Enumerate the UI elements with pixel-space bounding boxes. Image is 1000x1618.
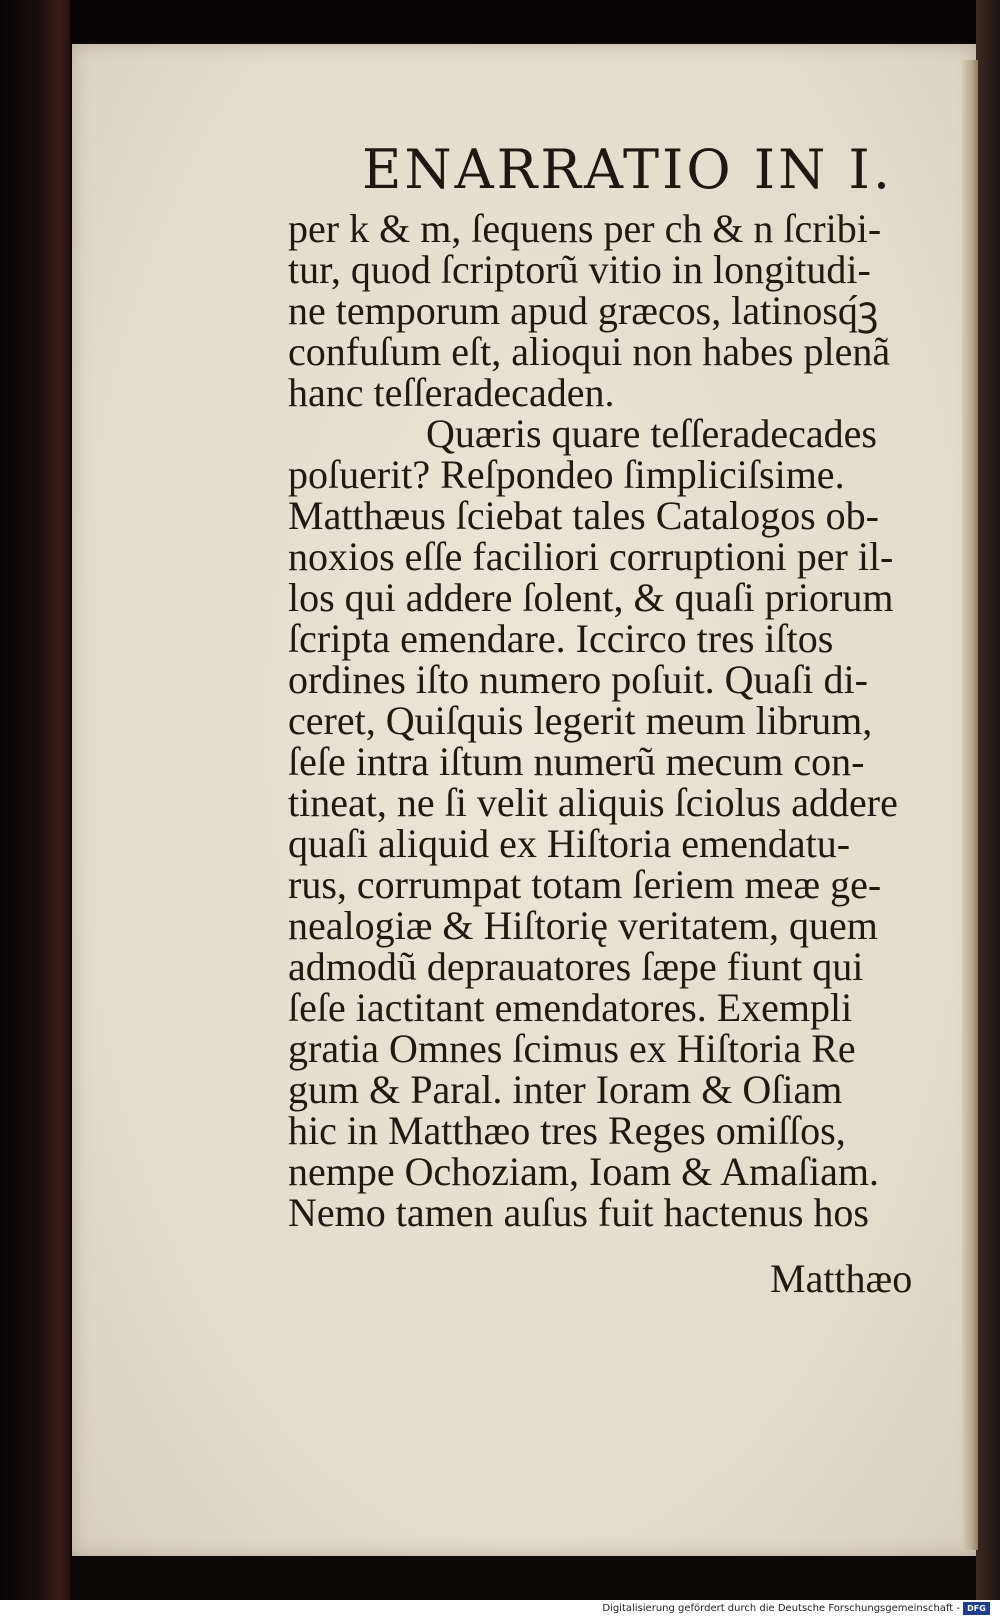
text-line: quaſi aliquid ex Hiſtoria emendatu-: [288, 821, 851, 866]
text-line: ſeſe intra iſtum numerũ mecum con-: [288, 739, 865, 784]
scan-left-binding: [0, 0, 70, 1600]
catchword: Matthæo: [770, 1256, 913, 1301]
text-line: los qui addere ſolent, & quaſi priorum: [288, 575, 894, 620]
text-line: Nemo tamen auſus fuit hactenus hos: [288, 1190, 869, 1235]
text-line: ſcripta emendare. Iccirco tres iſtos: [288, 616, 834, 661]
footer-bar: [0, 1600, 1000, 1618]
text-line: ordines iſto numero poſuit. Quaſi di-: [288, 657, 868, 702]
text-line: nealogiæ & Hiſtorię veritatem, quem: [288, 903, 878, 948]
scan-right-border: [976, 0, 1000, 1600]
text-line: tur, quod ſcriptorũ vitio in longitudi-: [288, 247, 871, 292]
text-line: ceret, Quiſquis legerit meum librum,: [288, 698, 873, 743]
text-line: per k & m, ſequens per ch & n ſcribi-: [288, 206, 882, 251]
text-line: ſeſe iactitant emendatores. Exempli: [288, 985, 853, 1030]
text-line: Quæris quare teſſeradecades: [426, 411, 877, 456]
text-line: gum & Paral. inter Ioram & Oſiam: [288, 1067, 843, 1112]
text-line: nempe Ochoziam, Ioam & Amaſiam.: [288, 1149, 879, 1194]
running-header: ENARRATIO IN I.: [362, 138, 894, 201]
text-line: confuſum eſt, alioqui non habes plenã: [288, 329, 891, 374]
text-line: hic in Matthæo tres Reges omiſſos,: [288, 1108, 846, 1153]
footer-credit: Digitalisierung gefördert durch die Deutsche Forschungsgemeinschaft -: [602, 1603, 960, 1614]
text-line: noxios eſſe faciliori corruptioni per il-: [288, 534, 894, 579]
text-line: tineat, ne ſi velit aliquis ſciolus addere: [288, 780, 898, 825]
text-line: gratia Omnes ſcimus ex Hiſtoria Re: [288, 1026, 856, 1071]
text-line: rus, corrumpat totam ſeriem meæ ge-: [288, 862, 882, 907]
scan-top-border: [0, 0, 1000, 42]
page-edge: [962, 60, 978, 1550]
text-line: ne temporum apud græcos, latinosq́ꝫ: [288, 288, 879, 333]
text-line: admodũ deprauatores ſæpe fiunt qui: [288, 944, 864, 989]
page-body-text: [288, 208, 928, 1233]
dfg-logo: DFG: [963, 1602, 990, 1615]
text-line: Matthæus ſciebat tales Catalogos ob-: [288, 493, 879, 538]
text-line: hanc teſſeradecaden.: [288, 370, 615, 415]
text-line: poſuerit? Reſpondeo ſimpliciſsime.: [288, 452, 845, 497]
